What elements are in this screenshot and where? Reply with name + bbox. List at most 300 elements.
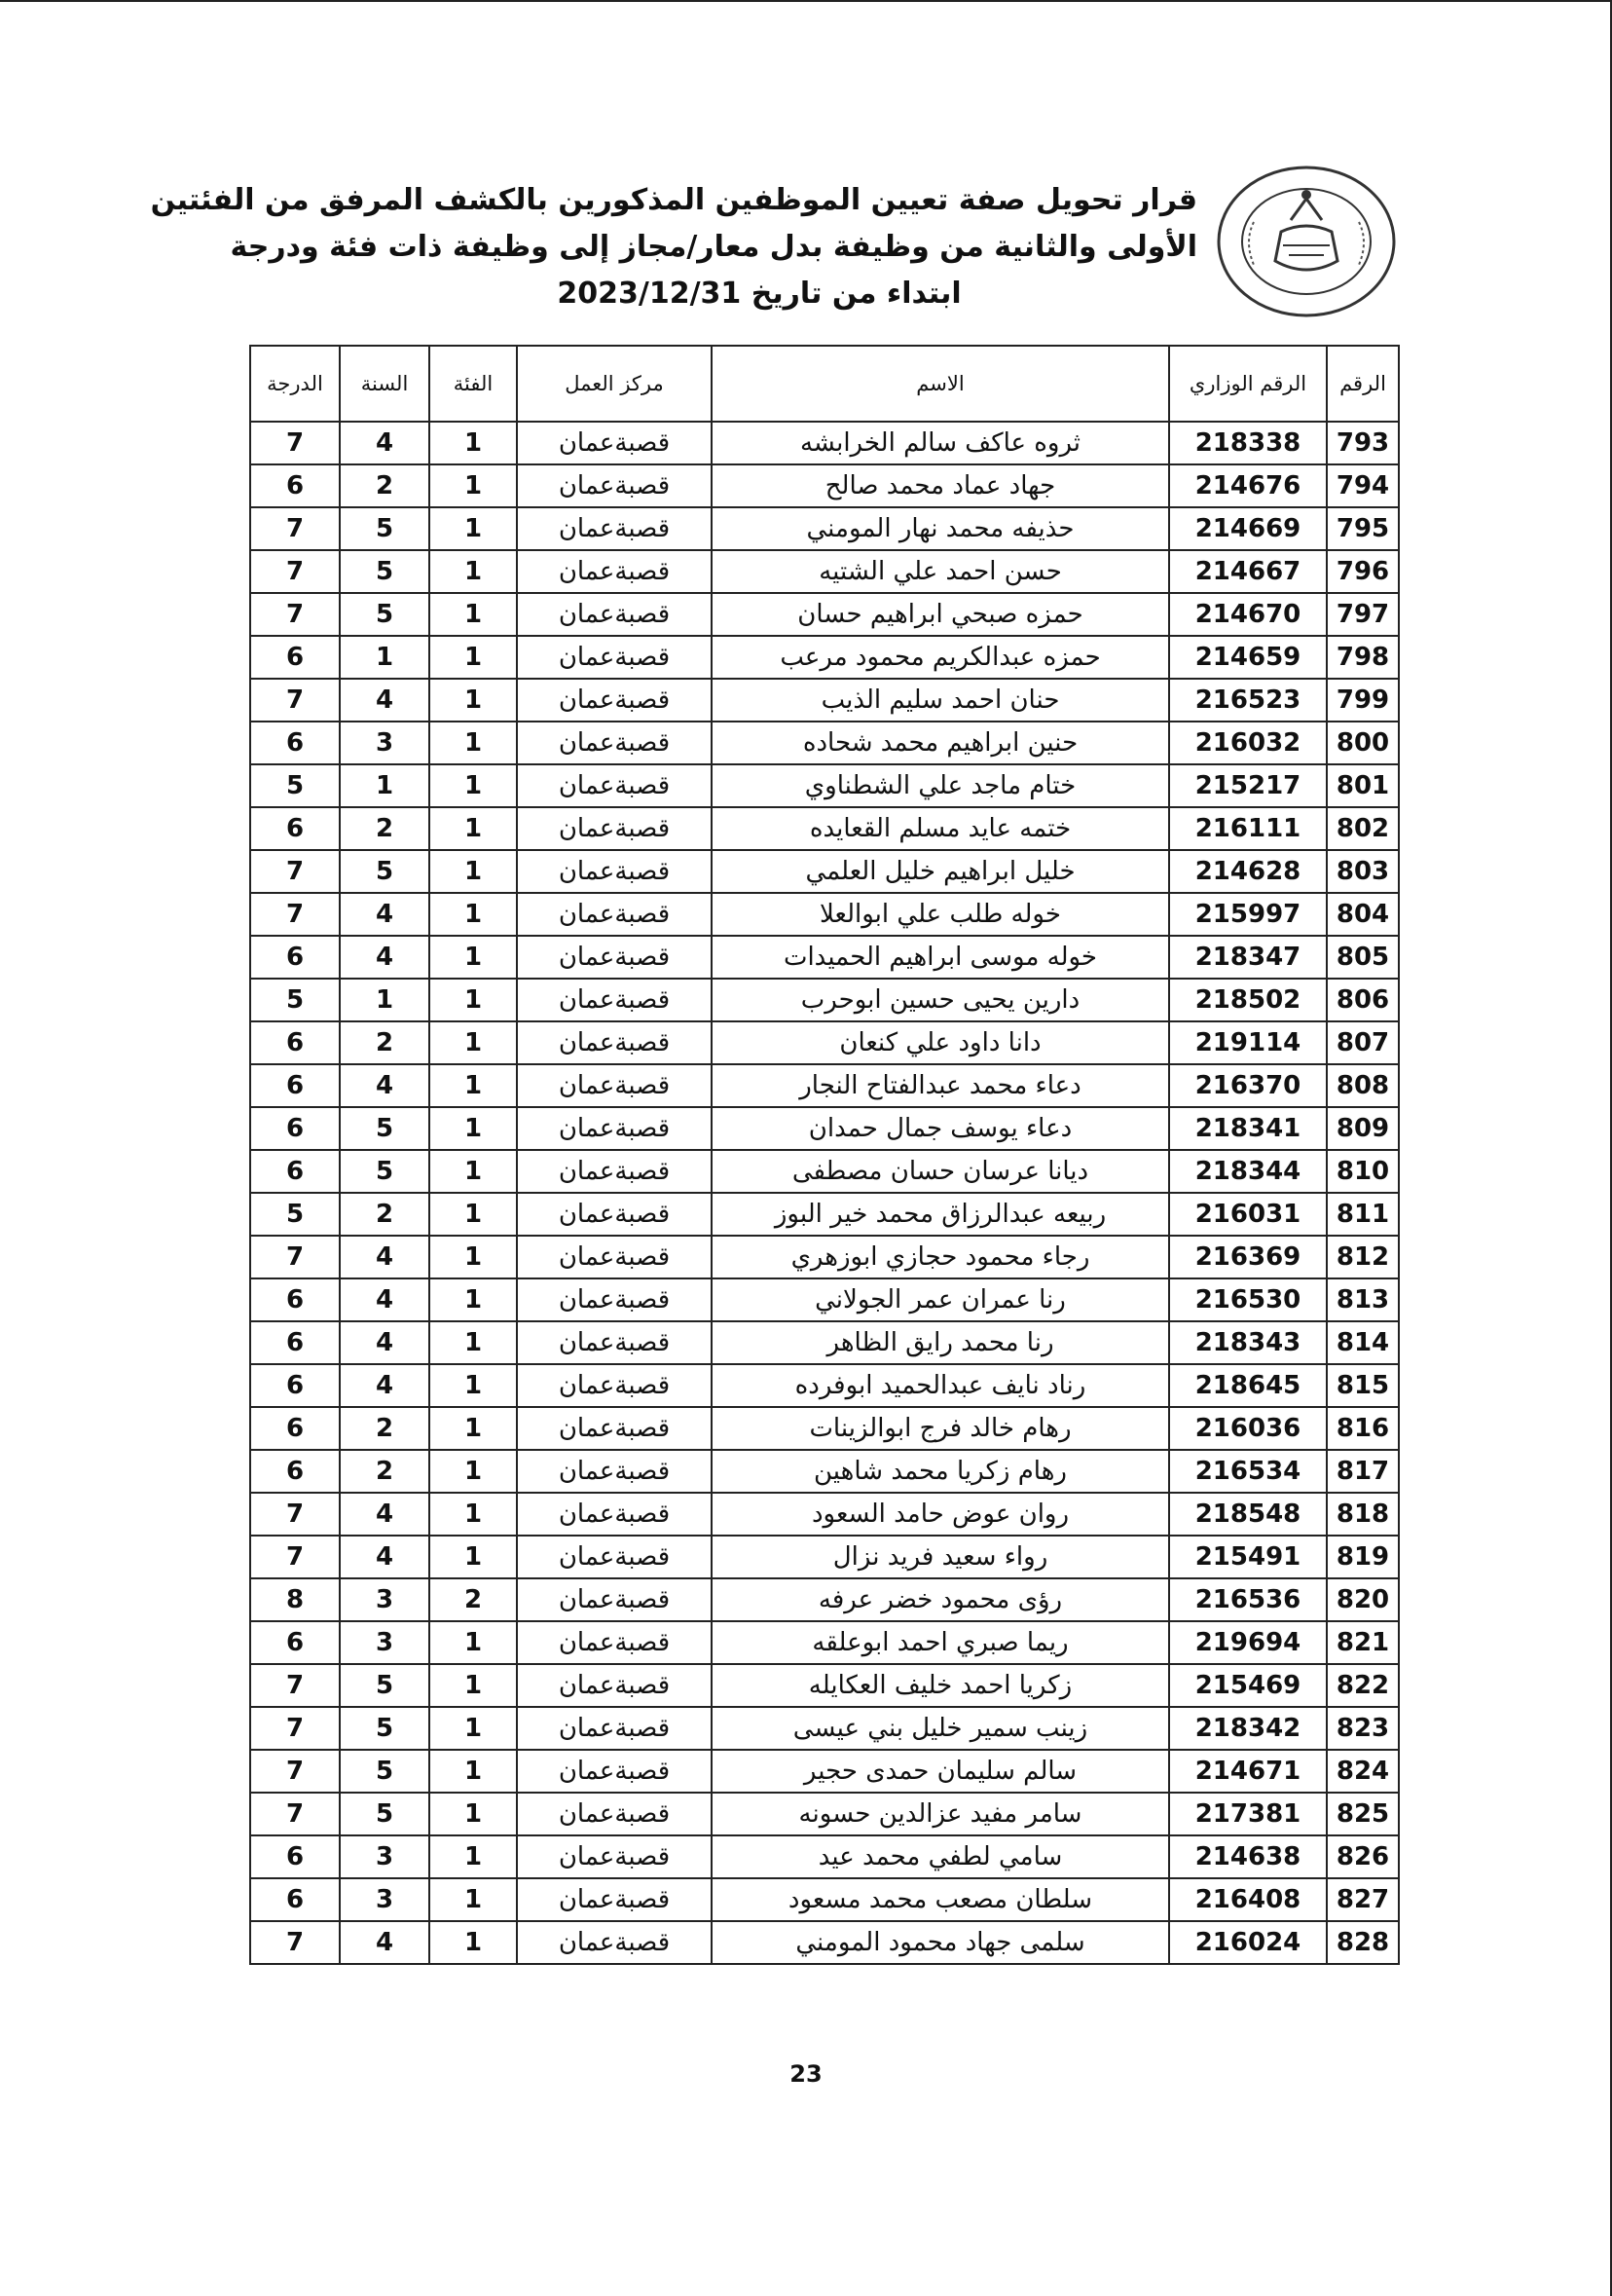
cell-name: جهاد عماد محمد صالح	[712, 464, 1169, 507]
cell-work-center: قصبةعمان	[517, 979, 712, 1021]
cell-category: 1	[429, 593, 517, 636]
cell-work-center: قصبةعمان	[517, 1536, 712, 1578]
cell-grade: 7	[250, 1707, 340, 1750]
cell-name: رهام خالد فرج ابوالزينات	[712, 1407, 1169, 1450]
cell-grade: 7	[250, 550, 340, 593]
table-row	[250, 1321, 1399, 1364]
cell-year: 5	[340, 1793, 429, 1835]
cell-year: 4	[340, 1364, 429, 1407]
cell-grade: 7	[250, 679, 340, 722]
cell-no: 806	[1327, 979, 1399, 1021]
cell-category: 1	[429, 1707, 517, 1750]
cell-ministry-no: 216024	[1169, 1921, 1327, 1964]
cell-ministry-no: 215217	[1169, 764, 1327, 807]
cell-category: 1	[429, 1664, 517, 1707]
cell-year: 2	[340, 464, 429, 507]
document-title	[150, 177, 1197, 317]
cell-year: 4	[340, 1278, 429, 1321]
header-name: الاسم	[712, 346, 1169, 422]
cell-category: 1	[429, 422, 517, 464]
ministry-seal-icon	[1215, 164, 1398, 319]
cell-year: 3	[340, 1878, 429, 1921]
cell-ministry-no: 214670	[1169, 593, 1327, 636]
cell-category: 1	[429, 893, 517, 936]
cell-grade: 7	[250, 850, 340, 893]
cell-no: 799	[1327, 679, 1399, 722]
title-line-2: الأولى والثانية من وظيفة بدل معار/مجاز إلى وظيفة ذات فئة ودرجة	[230, 230, 1197, 264]
header-category: الفئة	[429, 346, 517, 422]
header-no: الرقم	[1327, 346, 1399, 422]
cell-no: 817	[1327, 1450, 1399, 1493]
cell-category: 1	[429, 1064, 517, 1107]
cell-category: 1	[429, 550, 517, 593]
cell-name: خوله موسى ابراهيم الحميدات	[712, 936, 1169, 979]
cell-category: 1	[429, 1021, 517, 1064]
cell-ministry-no: 216369	[1169, 1236, 1327, 1278]
cell-ministry-no: 219114	[1169, 1021, 1327, 1064]
cell-name: حنان احمد سليم الذيب	[712, 679, 1169, 722]
cell-no: 802	[1327, 807, 1399, 850]
cell-no: 827	[1327, 1878, 1399, 1921]
cell-ministry-no: 218342	[1169, 1707, 1327, 1750]
cell-grade: 6	[250, 1107, 340, 1150]
table-row	[250, 1107, 1399, 1150]
cell-category: 1	[429, 1236, 517, 1278]
cell-work-center: قصبةعمان	[517, 1278, 712, 1321]
cell-year: 4	[340, 679, 429, 722]
cell-category: 1	[429, 1364, 517, 1407]
cell-work-center: قصبةعمان	[517, 1193, 712, 1236]
cell-no: 793	[1327, 422, 1399, 464]
cell-category: 1	[429, 1921, 517, 1964]
cell-ministry-no: 215997	[1169, 893, 1327, 936]
cell-ministry-no: 214667	[1169, 550, 1327, 593]
cell-year: 3	[340, 722, 429, 764]
cell-work-center: قصبةعمان	[517, 807, 712, 850]
page-number: 23	[789, 2060, 823, 2088]
cell-year: 3	[340, 1621, 429, 1664]
cell-ministry-no: 216523	[1169, 679, 1327, 722]
table-row	[250, 1021, 1399, 1064]
cell-ministry-no: 214676	[1169, 464, 1327, 507]
cell-ministry-no: 216036	[1169, 1407, 1327, 1450]
cell-name: رنا عمران عمر الجولاني	[712, 1278, 1169, 1321]
cell-year: 5	[340, 1150, 429, 1193]
cell-name: سامر مفيد عزالدين حسونه	[712, 1793, 1169, 1835]
cell-no: 801	[1327, 764, 1399, 807]
cell-no: 818	[1327, 1493, 1399, 1536]
cell-ministry-no: 216530	[1169, 1278, 1327, 1321]
cell-grade: 6	[250, 1621, 340, 1664]
cell-year: 3	[340, 1578, 429, 1621]
cell-category: 1	[429, 850, 517, 893]
cell-name: سالم سليمان حمدى حجير	[712, 1750, 1169, 1793]
cell-name: سلمى جهاد محمود المومني	[712, 1921, 1169, 1964]
cell-grade: 7	[250, 1921, 340, 1964]
cell-work-center: قصبةعمان	[517, 1064, 712, 1107]
cell-work-center: قصبةعمان	[517, 1921, 712, 1964]
cell-year: 5	[340, 550, 429, 593]
cell-name: رؤى محمود خضر عرفه	[712, 1578, 1169, 1621]
cell-work-center: قصبةعمان	[517, 764, 712, 807]
cell-name: حمزه عبدالكريم محمود مرعب	[712, 636, 1169, 679]
cell-work-center: قصبةعمان	[517, 1236, 712, 1278]
cell-grade: 6	[250, 1150, 340, 1193]
cell-grade: 5	[250, 1193, 340, 1236]
cell-work-center: قصبةعمان	[517, 936, 712, 979]
cell-grade: 7	[250, 422, 340, 464]
cell-no: 820	[1327, 1578, 1399, 1621]
cell-ministry-no: 216536	[1169, 1578, 1327, 1621]
cell-no: 816	[1327, 1407, 1399, 1450]
cell-work-center: قصبةعمان	[517, 593, 712, 636]
table-row	[250, 1493, 1399, 1536]
cell-name: حسن احمد علي الشتيه	[712, 550, 1169, 593]
cell-year: 2	[340, 1407, 429, 1450]
cell-work-center: قصبةعمان	[517, 1835, 712, 1878]
cell-name: روان عوض حامد السعود	[712, 1493, 1169, 1536]
cell-category: 1	[429, 722, 517, 764]
cell-no: 794	[1327, 464, 1399, 507]
cell-work-center: قصبةعمان	[517, 1664, 712, 1707]
cell-grade: 6	[250, 1364, 340, 1407]
cell-no: 825	[1327, 1793, 1399, 1835]
cell-no: 821	[1327, 1621, 1399, 1664]
cell-name: حمزه صبحي ابراهيم حسان	[712, 593, 1169, 636]
cell-grade: 7	[250, 1750, 340, 1793]
cell-work-center: قصبةعمان	[517, 550, 712, 593]
cell-ministry-no: 218343	[1169, 1321, 1327, 1364]
cell-category: 1	[429, 1193, 517, 1236]
cell-work-center: قصبةعمان	[517, 1150, 712, 1193]
cell-no: 814	[1327, 1321, 1399, 1364]
cell-no: 795	[1327, 507, 1399, 550]
cell-no: 828	[1327, 1921, 1399, 1964]
cell-ministry-no: 216408	[1169, 1878, 1327, 1921]
cell-grade: 7	[250, 1493, 340, 1536]
cell-name: دانا داود علي كنعان	[712, 1021, 1169, 1064]
cell-ministry-no: 218347	[1169, 936, 1327, 979]
cell-no: 796	[1327, 550, 1399, 593]
cell-no: 797	[1327, 593, 1399, 636]
cell-name: ثروه عاكف سالم الخرابشه	[712, 422, 1169, 464]
employees-table	[249, 345, 1400, 1965]
cell-work-center: قصبةعمان	[517, 850, 712, 893]
cell-no: 804	[1327, 893, 1399, 936]
cell-name: رهام زكريا محمد شاهين	[712, 1450, 1169, 1493]
cell-year: 4	[340, 422, 429, 464]
table-row	[250, 1193, 1399, 1236]
table-row	[250, 979, 1399, 1021]
header-work-center: مركز العمل	[517, 346, 712, 422]
cell-name: ريما صبري احمد ابوعلقه	[712, 1621, 1169, 1664]
header-year: السنة	[340, 346, 429, 422]
cell-work-center: قصبةعمان	[517, 1493, 712, 1536]
table-row	[250, 1621, 1399, 1664]
cell-work-center: قصبةعمان	[517, 464, 712, 507]
cell-grade: 6	[250, 807, 340, 850]
cell-ministry-no: 218338	[1169, 422, 1327, 464]
cell-name: ختمه عايد مسلم القعايده	[712, 807, 1169, 850]
table-row	[250, 1707, 1399, 1750]
cell-ministry-no: 217381	[1169, 1793, 1327, 1835]
header-ministry-no: الرقم الوزاري	[1169, 346, 1327, 422]
cell-year: 1	[340, 764, 429, 807]
table-row	[250, 1278, 1399, 1321]
table-body	[250, 422, 1399, 1964]
cell-work-center: قصبةعمان	[517, 422, 712, 464]
cell-grade: 7	[250, 1793, 340, 1835]
cell-year: 5	[340, 507, 429, 550]
cell-grade: 8	[250, 1578, 340, 1621]
cell-year: 4	[340, 1321, 429, 1364]
cell-year: 3	[340, 1835, 429, 1878]
cell-ministry-no: 218341	[1169, 1107, 1327, 1150]
cell-grade: 6	[250, 1064, 340, 1107]
cell-ministry-no: 214671	[1169, 1750, 1327, 1793]
cell-work-center: قصبةعمان	[517, 1407, 712, 1450]
cell-no: 826	[1327, 1835, 1399, 1878]
cell-year: 2	[340, 1193, 429, 1236]
cell-year: 5	[340, 593, 429, 636]
cell-year: 2	[340, 1021, 429, 1064]
cell-grade: 7	[250, 893, 340, 936]
cell-name: ختام ماجد علي الشطناوي	[712, 764, 1169, 807]
cell-category: 1	[429, 764, 517, 807]
cell-category: 2	[429, 1578, 517, 1621]
cell-grade: 5	[250, 979, 340, 1021]
cell-name: زينب سمير خليل بني عيسى	[712, 1707, 1169, 1750]
cell-no: 809	[1327, 1107, 1399, 1150]
cell-year: 4	[340, 1536, 429, 1578]
table-row	[250, 1064, 1399, 1107]
table-row	[250, 1536, 1399, 1578]
cell-ministry-no: 216534	[1169, 1450, 1327, 1493]
table-row	[250, 1921, 1399, 1964]
cell-name: دعاء محمد عبدالفتاح النجار	[712, 1064, 1169, 1107]
cell-grade: 6	[250, 636, 340, 679]
cell-work-center: قصبةعمان	[517, 1750, 712, 1793]
cell-work-center: قصبةعمان	[517, 1450, 712, 1493]
cell-category: 1	[429, 1407, 517, 1450]
cell-category: 1	[429, 1107, 517, 1150]
title-line-1: قرار تحويل صفة تعيين الموظفين المذكورين بالكشف المرفق من الفئتين	[150, 183, 1197, 217]
cell-category: 1	[429, 979, 517, 1021]
cell-name: رجاء محمود حجازي ابوزهري	[712, 1236, 1169, 1278]
table-row	[250, 722, 1399, 764]
cell-category: 1	[429, 1835, 517, 1878]
cell-no: 798	[1327, 636, 1399, 679]
cell-ministry-no: 216031	[1169, 1193, 1327, 1236]
cell-name: سامي لطفي محمد عيد	[712, 1835, 1169, 1878]
cell-ministry-no: 216032	[1169, 722, 1327, 764]
table-row	[250, 936, 1399, 979]
cell-work-center: قصبةعمان	[517, 1364, 712, 1407]
cell-no: 822	[1327, 1664, 1399, 1707]
cell-category: 1	[429, 1793, 517, 1835]
cell-name: رناد نايف عبدالحميد ابوفرده	[712, 1364, 1169, 1407]
cell-name: سلطان مصعب محمد مسعود	[712, 1878, 1169, 1921]
table-row	[250, 1364, 1399, 1407]
cell-no: 805	[1327, 936, 1399, 979]
cell-year: 4	[340, 893, 429, 936]
table-row	[250, 1835, 1399, 1878]
cell-grade: 7	[250, 593, 340, 636]
cell-name: ربيعه عبدالرزاق محمد خير البوز	[712, 1193, 1169, 1236]
title-line-3: ابتداء من تاريخ 2023/12/31	[557, 277, 962, 311]
cell-ministry-no: 214669	[1169, 507, 1327, 550]
table-row	[250, 636, 1399, 679]
cell-ministry-no: 218645	[1169, 1364, 1327, 1407]
cell-name: خليل ابراهيم خليل العلمي	[712, 850, 1169, 893]
table-row	[250, 1793, 1399, 1835]
cell-grade: 5	[250, 764, 340, 807]
cell-ministry-no: 214628	[1169, 850, 1327, 893]
cell-ministry-no: 216111	[1169, 807, 1327, 850]
table-row	[250, 1878, 1399, 1921]
cell-grade: 6	[250, 1407, 340, 1450]
cell-category: 1	[429, 1621, 517, 1664]
cell-category: 1	[429, 1450, 517, 1493]
table-row	[250, 1407, 1399, 1450]
cell-grade: 7	[250, 1664, 340, 1707]
cell-year: 1	[340, 979, 429, 1021]
cell-work-center: قصبةعمان	[517, 1621, 712, 1664]
cell-no: 800	[1327, 722, 1399, 764]
cell-category: 1	[429, 1278, 517, 1321]
cell-category: 1	[429, 1536, 517, 1578]
cell-ministry-no: 218502	[1169, 979, 1327, 1021]
cell-no: 823	[1327, 1707, 1399, 1750]
table-header-row	[250, 346, 1399, 422]
cell-work-center: قصبةعمان	[517, 1107, 712, 1150]
cell-year: 4	[340, 1493, 429, 1536]
cell-no: 803	[1327, 850, 1399, 893]
table-row	[250, 764, 1399, 807]
cell-year: 4	[340, 1236, 429, 1278]
table-row	[250, 1150, 1399, 1193]
cell-name: خوله طلب علي ابوالعلا	[712, 893, 1169, 936]
cell-year: 4	[340, 1921, 429, 1964]
cell-work-center: قصبةعمان	[517, 1707, 712, 1750]
cell-category: 1	[429, 1493, 517, 1536]
cell-year: 4	[340, 936, 429, 979]
cell-ministry-no: 218344	[1169, 1150, 1327, 1193]
cell-category: 1	[429, 1321, 517, 1364]
cell-no: 819	[1327, 1536, 1399, 1578]
cell-year: 2	[340, 807, 429, 850]
cell-ministry-no: 214659	[1169, 636, 1327, 679]
cell-work-center: قصبةعمان	[517, 1793, 712, 1835]
cell-grade: 6	[250, 1278, 340, 1321]
cell-category: 1	[429, 679, 517, 722]
table-row	[250, 807, 1399, 850]
cell-work-center: قصبةعمان	[517, 1021, 712, 1064]
cell-work-center: قصبةعمان	[517, 679, 712, 722]
cell-work-center: قصبةعمان	[517, 722, 712, 764]
cell-no: 815	[1327, 1364, 1399, 1407]
cell-category: 1	[429, 1878, 517, 1921]
table-row	[250, 1750, 1399, 1793]
cell-no: 810	[1327, 1150, 1399, 1193]
table-row	[250, 422, 1399, 464]
cell-grade: 6	[250, 936, 340, 979]
cell-no: 811	[1327, 1193, 1399, 1236]
cell-ministry-no: 215469	[1169, 1664, 1327, 1707]
table-row	[250, 1578, 1399, 1621]
cell-no: 813	[1327, 1278, 1399, 1321]
cell-grade: 6	[250, 722, 340, 764]
cell-name: رنا محمد رايق الظاهر	[712, 1321, 1169, 1364]
cell-no: 807	[1327, 1021, 1399, 1064]
cell-grade: 6	[250, 1450, 340, 1493]
cell-grade: 6	[250, 1021, 340, 1064]
table-row	[250, 850, 1399, 893]
cell-grade: 7	[250, 1536, 340, 1578]
table-row	[250, 679, 1399, 722]
cell-name: زكريا احمد خليف العكايله	[712, 1664, 1169, 1707]
cell-year: 5	[340, 1107, 429, 1150]
cell-category: 1	[429, 1750, 517, 1793]
cell-work-center: قصبةعمان	[517, 1578, 712, 1621]
cell-ministry-no: 216370	[1169, 1064, 1327, 1107]
cell-year: 5	[340, 1707, 429, 1750]
cell-name: حنين ابراهيم محمد شحاده	[712, 722, 1169, 764]
cell-year: 4	[340, 1064, 429, 1107]
cell-no: 812	[1327, 1236, 1399, 1278]
cell-name: رواء سعيد فريد نزال	[712, 1536, 1169, 1578]
cell-no: 808	[1327, 1064, 1399, 1107]
cell-category: 1	[429, 936, 517, 979]
cell-category: 1	[429, 1150, 517, 1193]
table-row	[250, 464, 1399, 507]
cell-name: دارين يحيى حسين ابوحرب	[712, 979, 1169, 1021]
cell-name: دعاء يوسف جمال حمدان	[712, 1107, 1169, 1150]
cell-work-center: قصبةعمان	[517, 893, 712, 936]
table-row	[250, 593, 1399, 636]
cell-ministry-no: 215491	[1169, 1536, 1327, 1578]
cell-ministry-no: 214638	[1169, 1835, 1327, 1878]
cell-grade: 7	[250, 507, 340, 550]
header-grade: الدرجة	[250, 346, 340, 422]
table-row	[250, 1236, 1399, 1278]
cell-ministry-no: 218548	[1169, 1493, 1327, 1536]
cell-year: 5	[340, 1750, 429, 1793]
cell-grade: 6	[250, 1321, 340, 1364]
cell-ministry-no: 219694	[1169, 1621, 1327, 1664]
cell-category: 1	[429, 636, 517, 679]
page-border-top	[0, 0, 1612, 2]
cell-work-center: قصبةعمان	[517, 507, 712, 550]
cell-grade: 6	[250, 1878, 340, 1921]
cell-work-center: قصبةعمان	[517, 636, 712, 679]
cell-grade: 7	[250, 1236, 340, 1278]
table-row	[250, 1450, 1399, 1493]
cell-category: 1	[429, 507, 517, 550]
cell-no: 824	[1327, 1750, 1399, 1793]
cell-grade: 6	[250, 1835, 340, 1878]
cell-year: 5	[340, 850, 429, 893]
cell-category: 1	[429, 807, 517, 850]
cell-name: ديانا عرسان حسان مصطفى	[712, 1150, 1169, 1193]
cell-name: حذيفه محمد نهار المومني	[712, 507, 1169, 550]
cell-category: 1	[429, 464, 517, 507]
table-row	[250, 550, 1399, 593]
cell-year: 5	[340, 1664, 429, 1707]
cell-work-center: قصبةعمان	[517, 1878, 712, 1921]
cell-grade: 6	[250, 464, 340, 507]
cell-work-center: قصبةعمان	[517, 1321, 712, 1364]
